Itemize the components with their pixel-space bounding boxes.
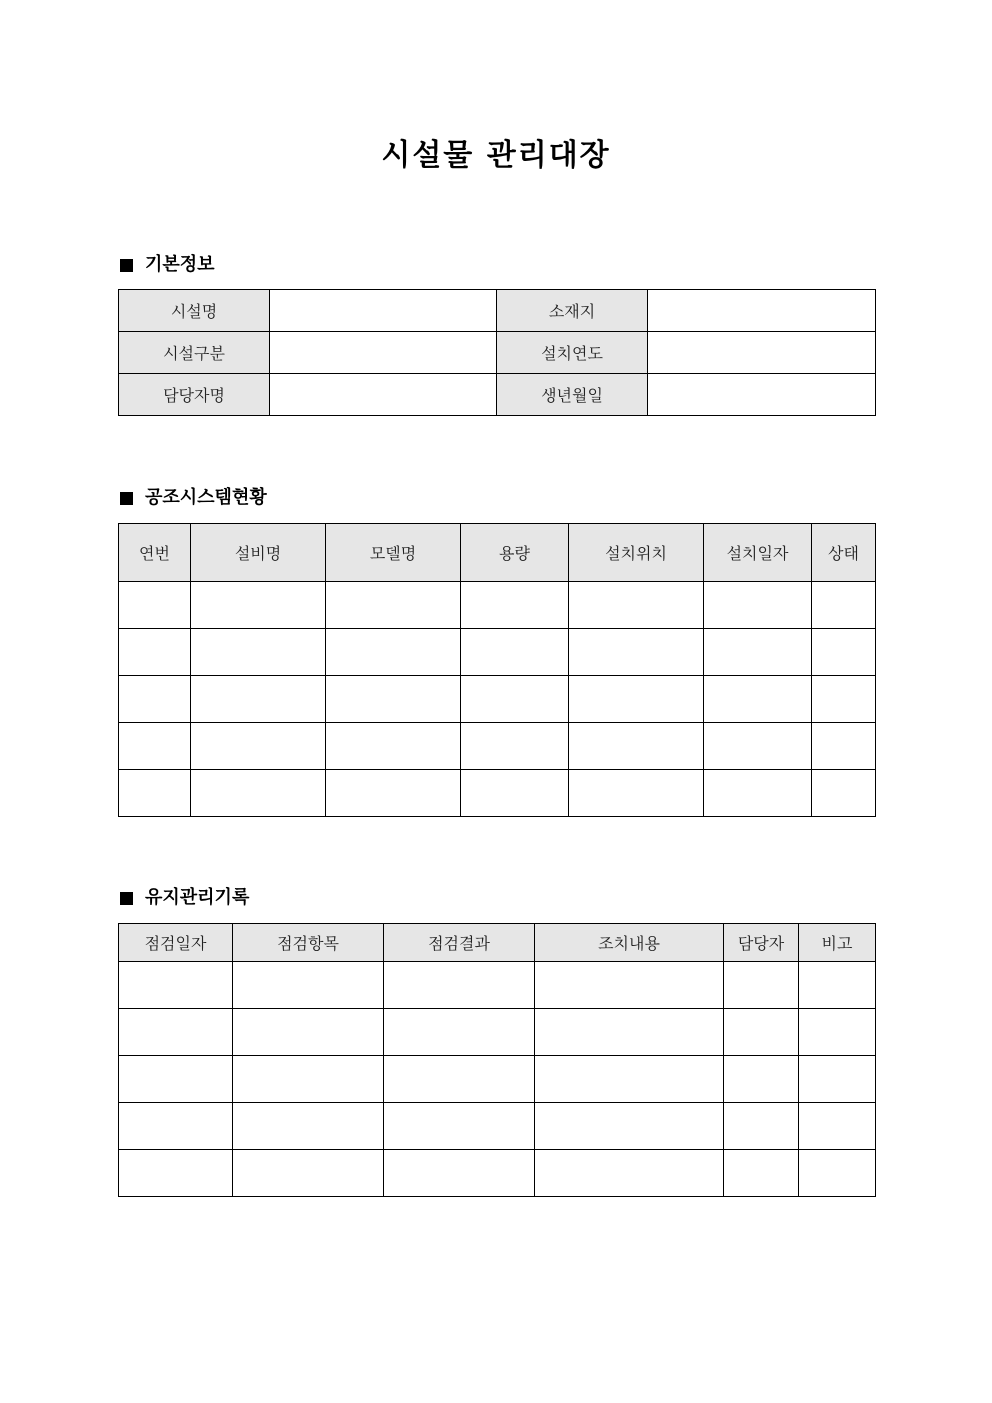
table-cell[interactable] xyxy=(326,770,461,817)
table-cell[interactable] xyxy=(812,629,876,676)
table-cell[interactable] xyxy=(704,582,812,629)
install-year-field[interactable] xyxy=(648,332,876,374)
table-cell[interactable] xyxy=(812,676,876,723)
table-cell[interactable] xyxy=(119,1150,233,1197)
table-cell[interactable] xyxy=(799,1056,876,1103)
table-cell[interactable] xyxy=(119,1009,233,1056)
table-cell[interactable] xyxy=(461,629,569,676)
table-cell[interactable] xyxy=(233,1009,384,1056)
table-cell[interactable] xyxy=(119,962,233,1009)
table-row xyxy=(119,1103,876,1150)
table-row xyxy=(119,582,876,629)
table-cell[interactable] xyxy=(233,962,384,1009)
table-cell[interactable] xyxy=(535,962,724,1009)
table-cell[interactable] xyxy=(191,770,326,817)
column-header: 상태 xyxy=(812,524,876,582)
table-cell[interactable] xyxy=(233,1056,384,1103)
table-cell[interactable] xyxy=(326,629,461,676)
table-cell[interactable] xyxy=(461,676,569,723)
table-cell[interactable] xyxy=(535,1103,724,1150)
table-cell[interactable] xyxy=(704,723,812,770)
table-row xyxy=(119,1056,876,1103)
table-cell[interactable] xyxy=(799,962,876,1009)
column-header: 설치위치 xyxy=(569,524,704,582)
column-header: 설비명 xyxy=(191,524,326,582)
section-heading-label: 공조시스템현황 xyxy=(145,487,267,508)
page-title: 시설물 관리대장 xyxy=(381,138,611,173)
birth-date-field[interactable] xyxy=(648,374,876,416)
table-cell[interactable] xyxy=(326,723,461,770)
table-cell[interactable] xyxy=(799,1103,876,1150)
table-cell[interactable] xyxy=(535,1150,724,1197)
table-cell[interactable] xyxy=(724,1009,799,1056)
column-header: 연번 xyxy=(119,524,191,582)
table-row xyxy=(119,962,876,1009)
table-cell[interactable] xyxy=(724,1103,799,1150)
table-row xyxy=(119,332,876,374)
manager-name-field[interactable] xyxy=(270,374,497,416)
table-cell[interactable] xyxy=(233,1150,384,1197)
facility-type-label: 시설구분 xyxy=(119,332,270,374)
column-header: 비고 xyxy=(799,924,876,962)
table-row xyxy=(119,374,876,416)
table-cell[interactable] xyxy=(812,770,876,817)
table-cell[interactable] xyxy=(384,1056,535,1103)
table-cell[interactable] xyxy=(569,582,704,629)
table-header-row xyxy=(119,924,876,962)
section-heading-label: 유지관리기록 xyxy=(145,887,250,908)
table-cell[interactable] xyxy=(233,1103,384,1150)
column-header: 점검항목 xyxy=(233,924,384,962)
table-cell[interactable] xyxy=(799,1150,876,1197)
table-cell[interactable] xyxy=(704,676,812,723)
table-cell[interactable] xyxy=(384,1103,535,1150)
table-cell[interactable] xyxy=(384,1009,535,1056)
hvac-table xyxy=(118,523,876,817)
table-cell[interactable] xyxy=(384,1150,535,1197)
square-bullet-icon xyxy=(120,892,133,905)
basic-info-table xyxy=(118,289,876,416)
table-cell[interactable] xyxy=(569,770,704,817)
column-header: 용량 xyxy=(461,524,569,582)
section-heading-maintenance xyxy=(120,886,249,910)
table-cell[interactable] xyxy=(119,629,191,676)
square-bullet-icon xyxy=(120,259,133,272)
table-cell[interactable] xyxy=(535,1009,724,1056)
table-row xyxy=(119,770,876,817)
install-year-label: 설치연도 xyxy=(497,332,648,374)
table-cell[interactable] xyxy=(724,1056,799,1103)
table-cell[interactable] xyxy=(191,629,326,676)
table-row xyxy=(119,1150,876,1197)
table-row xyxy=(119,676,876,723)
table-row xyxy=(119,1009,876,1056)
column-header: 조치내용 xyxy=(535,924,724,962)
table-cell[interactable] xyxy=(569,629,704,676)
table-cell[interactable] xyxy=(119,723,191,770)
table-cell[interactable] xyxy=(384,962,535,1009)
table-cell[interactable] xyxy=(812,582,876,629)
table-cell[interactable] xyxy=(326,676,461,723)
facility-name-field[interactable] xyxy=(270,290,497,332)
table-cell[interactable] xyxy=(119,582,191,629)
table-cell[interactable] xyxy=(191,582,326,629)
table-cell[interactable] xyxy=(119,676,191,723)
table-cell[interactable] xyxy=(191,723,326,770)
table-cell[interactable] xyxy=(461,723,569,770)
section-heading-hvac xyxy=(120,486,267,510)
table-cell[interactable] xyxy=(724,962,799,1009)
column-header: 설치일자 xyxy=(704,524,812,582)
column-header: 점검일자 xyxy=(119,924,233,962)
table-header-row xyxy=(119,524,876,582)
table-cell[interactable] xyxy=(569,676,704,723)
column-header: 점검결과 xyxy=(384,924,535,962)
birth-date-label: 생년월일 xyxy=(497,374,648,416)
table-cell[interactable] xyxy=(812,723,876,770)
table-cell[interactable] xyxy=(119,770,191,817)
section-heading-label: 기본정보 xyxy=(145,254,215,275)
facility-type-field[interactable] xyxy=(270,332,497,374)
table-cell[interactable] xyxy=(799,1009,876,1056)
table-cell[interactable] xyxy=(724,1150,799,1197)
table-cell[interactable] xyxy=(535,1056,724,1103)
maintenance-table xyxy=(118,923,876,1197)
table-cell[interactable] xyxy=(326,582,461,629)
table-cell[interactable] xyxy=(704,770,812,817)
table-cell[interactable] xyxy=(704,629,812,676)
section-heading-basic-info xyxy=(120,253,215,277)
column-header: 모델명 xyxy=(326,524,461,582)
table-cell[interactable] xyxy=(461,770,569,817)
table-cell[interactable] xyxy=(461,582,569,629)
square-bullet-icon xyxy=(120,492,133,505)
table-row xyxy=(119,290,876,332)
table-row xyxy=(119,629,876,676)
table-cell[interactable] xyxy=(569,723,704,770)
table-row xyxy=(119,723,876,770)
manager-name-label: 담당자명 xyxy=(119,374,270,416)
table-cell[interactable] xyxy=(191,676,326,723)
table-cell[interactable] xyxy=(119,1103,233,1150)
location-label: 소재지 xyxy=(497,290,648,332)
column-header: 담당자 xyxy=(724,924,799,962)
facility-name-label: 시설명 xyxy=(119,290,270,332)
location-field[interactable] xyxy=(648,290,876,332)
table-cell[interactable] xyxy=(119,1056,233,1103)
